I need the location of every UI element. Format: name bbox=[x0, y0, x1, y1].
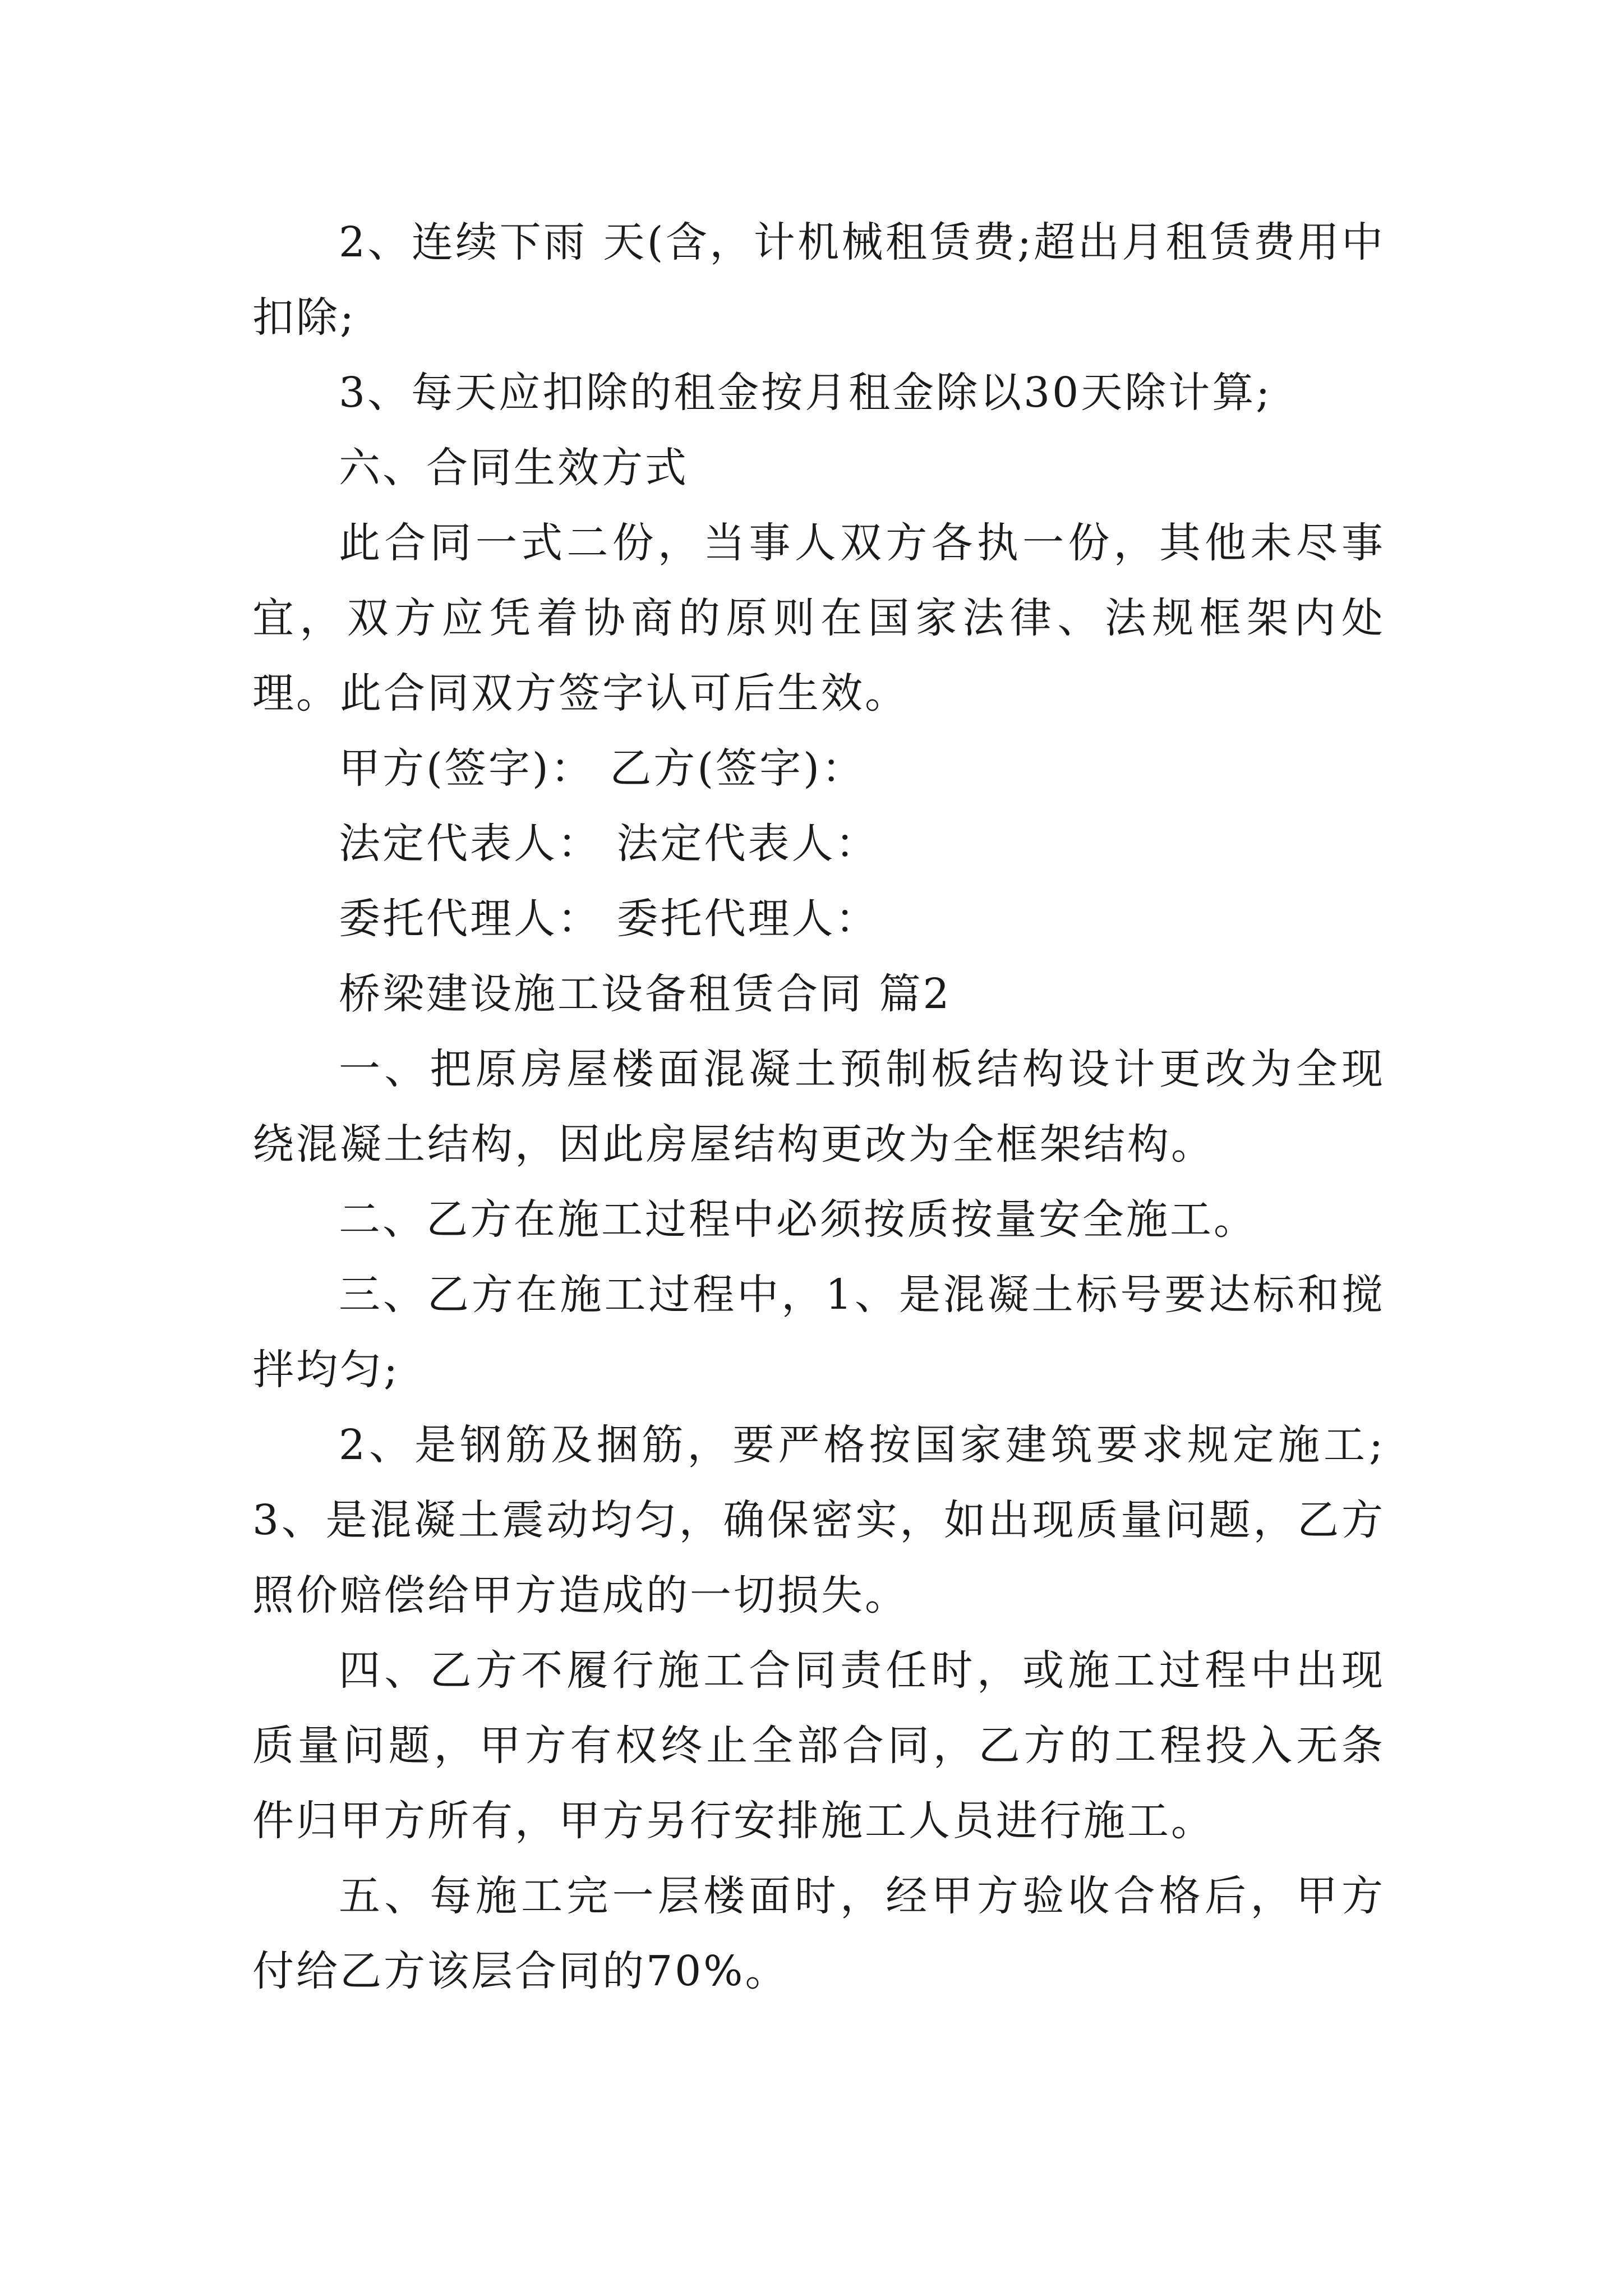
paragraph-daily-rent: 3、每天应扣除的租金按月租金除以30天除计算; bbox=[339, 369, 1272, 417]
clause-four: 四、乙方不履行施工合同责任时，或施工过程中出现质量问题，甲方有权终止全部合同，乙方的工程投入无条件归甲方所有，甲方另行安排施工人员进行施工。 bbox=[252, 1646, 1385, 1845]
signature-line-agent: 委托代理人： 委托代理人： bbox=[339, 895, 879, 943]
clause-five: 五、每施工完一层楼面时，经甲方验收合格后，甲方付给乙方该层合同的70%。 bbox=[252, 1872, 1385, 1995]
paragraph-copies: 此合同一式二份，当事人双方各执一份，其他未尽事宜，双方应凭着协商的原则在国家法律、法规框架内处理。此合同双方签字认可后生效。 bbox=[252, 519, 1385, 717]
signature-line-legal-rep: 法定代表人： 法定代表人： bbox=[339, 820, 879, 868]
clause-three: 三、乙方在施工过程中，1、是混凝土标号要达标和搅拌均匀; bbox=[252, 1271, 1385, 1394]
clause-two: 二、乙方在施工过程中必须按质按量安全施工。 bbox=[339, 1195, 1257, 1244]
paragraph-rain-deduction: 2、连续下雨 天(含，计机械租赁费;超出月租赁费用中扣除; bbox=[252, 218, 1385, 342]
clause-one: 一、把原房屋楼面混凝土预制板结构设计更改为全现绕混凝土结构，因此房屋结构更改为全框架结构。 bbox=[252, 1045, 1385, 1168]
clause-three-items: 2、是钢筋及捆筋，要严格按国家建筑要求规定施工;3、是混凝土震动均匀，确保密实，如出现质量问题，乙方照价赔偿给甲方造成的一切损失。 bbox=[252, 1421, 1385, 1619]
document-body bbox=[252, 205, 1385, 2009]
contract-title-part-2: 桥梁建设施工设备租赁合同 篇2 bbox=[339, 970, 952, 1018]
section-heading-effective: 六、合同生效方式 bbox=[339, 444, 689, 492]
signature-line-parties: 甲方(签字)： 乙方(签字)： bbox=[339, 744, 866, 793]
